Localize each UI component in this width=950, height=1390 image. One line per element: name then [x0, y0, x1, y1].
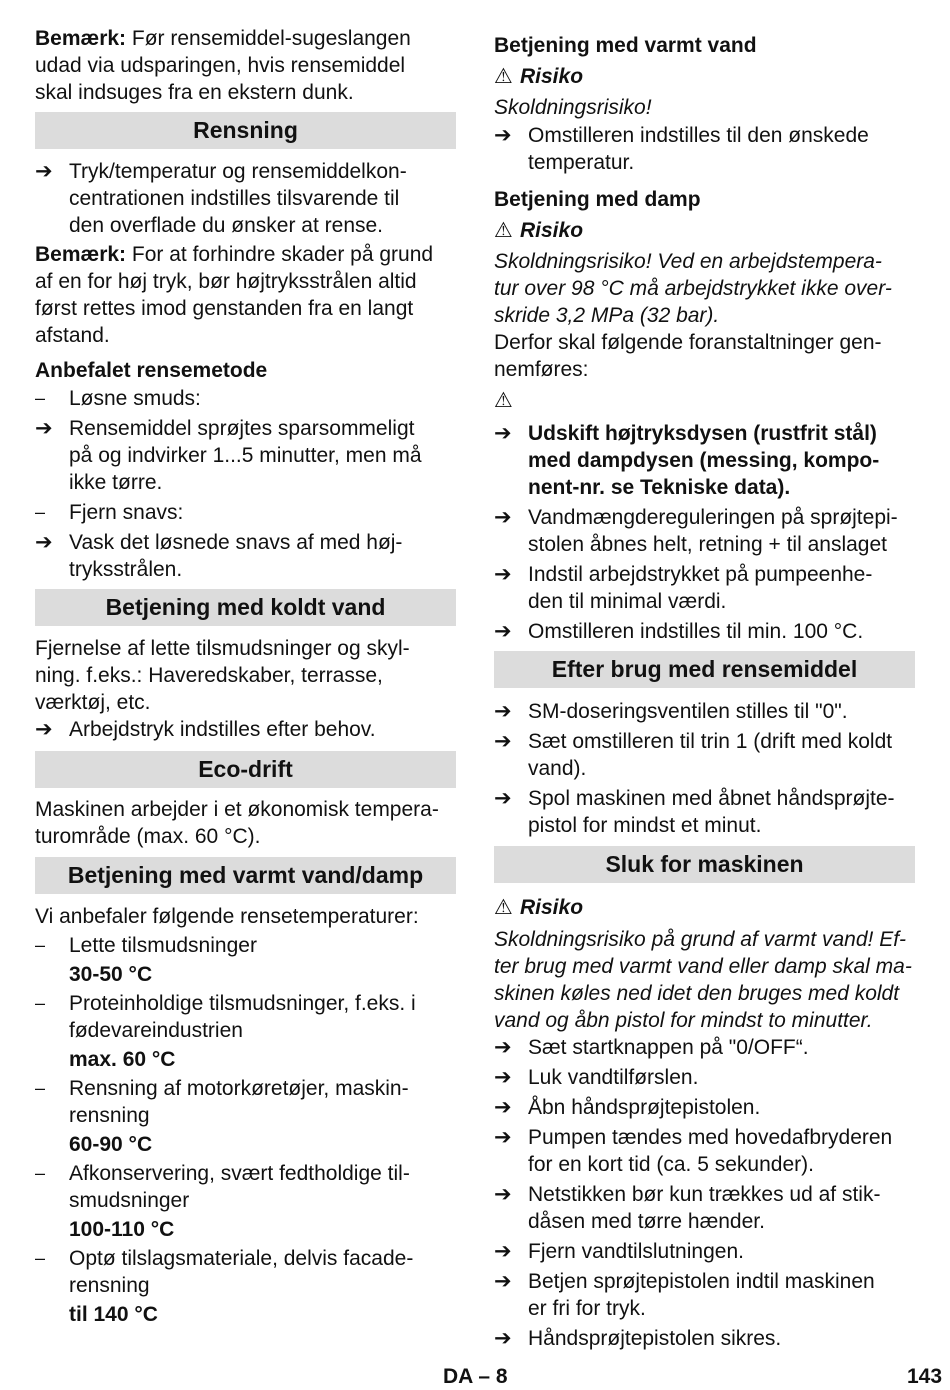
- steam-steps: ➔ Udskift højtryksdysen (rustfrit stål) med dampdysen (messing, kompo- nent-nr. se Tekniske data). ➔ Vandmængdereguleringen på sprøjtepi- stolen åbnes helt, retning + til anslaget ➔ Indstil arbejdstrykket på pumpeenhe- den til minimal værdi. ➔ Omstilleren indstilles til min. 100 °C.: [494, 422, 898, 643]
- eco-text: Maskinen arbejder i et økonomisk tempera- turområde (max. 60 °C).: [35, 798, 439, 848]
- note-label: Bemærk:: [35, 243, 127, 266]
- arrow-right-icon: ➔: [494, 730, 512, 753]
- list-item: – Lette tilsmudsninger: [35, 934, 257, 957]
- temperature-value: 100-110 °C: [69, 1218, 175, 1241]
- dash-marker: –: [35, 935, 46, 955]
- arrow-right-icon: ➔: [494, 1126, 512, 1149]
- subheading-cleaning-method: Anbefalet rensemetode: [35, 359, 268, 382]
- section-header-shutdown: Sluk for maskinen: [494, 846, 915, 883]
- risk-heading: ⚠ Risiko: [494, 65, 584, 88]
- page-number: 143: [907, 1365, 943, 1388]
- arrow-right-icon: ➔: [494, 506, 512, 529]
- dash-marker: –: [35, 993, 46, 1013]
- arrow-right-icon: ➔: [494, 124, 512, 147]
- list-item: – Fjern snavs:: [35, 501, 184, 524]
- warning-icon: ⚠: [494, 219, 513, 242]
- risk-text: Skoldningsrisiko på grund af varmt vand! Ef- ter brug med varmt vand eller damp skal ma- skinen køles ned idet den bruges med koldt vand og åbn pistol for mindst to minutter.: [494, 928, 912, 1032]
- footer-label: DA – 8: [443, 1365, 508, 1388]
- dash-marker: –: [35, 1248, 46, 1268]
- list-item: – Løsne smuds:: [35, 387, 201, 410]
- list-item: – Rensning af motorkøretøjer, maskin-: [35, 1077, 409, 1100]
- section-header-rensning: Rensning: [35, 112, 456, 149]
- temperature-value: 60-90 °C: [69, 1133, 153, 1156]
- risk-heading: ⚠ Risiko: [494, 896, 584, 919]
- arrow-right-icon: ➔: [494, 620, 512, 643]
- arrow-right-icon: ➔: [494, 422, 512, 445]
- warning-icon-standalone: [494, 387, 915, 414]
- section-header-after-use: Efter brug med rensemiddel: [494, 651, 915, 688]
- arrow-right-icon: ➔: [494, 700, 512, 723]
- after-use-steps: ➔ SM-doseringsventilen stilles til "0". ➔ Sæt omstilleren til trin 1 (drift med koldt vand). ➔ Spol maskinen med åbnet håndsprøjte- pistol for mindst et minut.: [494, 700, 895, 837]
- rensning-step: ➔ Tryk/temperatur og rensemiddelkon- centrationen indstilles tilsvarende til den overflade du ønsker at rense.: [35, 160, 407, 237]
- risk-heading: ⚠ Risiko: [494, 219, 584, 242]
- arrow-right-icon: ➔: [494, 1183, 512, 1206]
- list-item: – Afkonservering, svært fedtholdige til-: [35, 1162, 410, 1185]
- warning-icon: ⚠: [494, 65, 513, 88]
- arrow-right-icon: ➔: [494, 1327, 512, 1350]
- temperature-value: til 140 °C: [69, 1303, 158, 1326]
- arrow-right-icon: ➔: [494, 563, 512, 586]
- cleaning-method-list: – Løsne smuds: ➔ Rensemiddel sprøjtes sparsommeligt på og indvirker 1...5 minutter, men må ikke tørre. – Fjern snavs: ➔ Vask det løsnede snavs af med høj- tryksstrålen.: [35, 385, 456, 583]
- dash-marker: –: [35, 1163, 46, 1183]
- risk-text: Skoldningsrisiko!: [494, 96, 652, 119]
- arrow-right-icon: ➔: [494, 1036, 512, 1059]
- temperature-value: 30-50 °C: [69, 963, 153, 986]
- arrow-right-icon: ➔: [494, 1270, 512, 1293]
- arrow-right-icon: ➔: [494, 1096, 512, 1119]
- section-header-eco: Eco-drift: [35, 751, 456, 788]
- arrow-right-icon: ➔: [35, 531, 53, 554]
- arrow-right-icon: ➔: [35, 718, 53, 741]
- note-pressure: Bemærk: For at forhindre skader på grund af en for høj tryk, bør højtryksstrålen altid først rettes imod genstanden fra en langt afstand.: [35, 243, 434, 347]
- temperature-list: Vi anbefaler følgende rensetemperaturer: – Lette tilsmudsninger 30-50 °C – Proteinholdige tilsmudsninger, f.eks. i fødevareindustrien max. 60 °C – Rensning af motorkøretøjer, maskin- rensning 60-90 °C – Afkonservering, svært fedtholdige til- smudsninger 100-110 °C – Optø tilslagsmateriale, delvis facade- rensning til 140 °C: [35, 903, 456, 1328]
- arrow-right-icon: ➔: [494, 1240, 512, 1263]
- warning-icon: ⚠: [494, 896, 513, 919]
- hot-water-step: ➔ Omstilleren indstilles til den ønskede temperatur.: [494, 124, 869, 174]
- list-item: ➔ Vask det løsnede snavs af med høj-: [35, 531, 403, 554]
- cold-water-text: Fjernelse af lette tilsmudsninger og skyl- ning. f.eks.: Haveredskaber, terrasse, værktøj, etc. ➔ Arbejdstryk indstilles efter behov.: [35, 637, 410, 741]
- list-item: – Optø tilslagsmateriale, delvis facade-: [35, 1247, 414, 1270]
- subheading-hot-water: Betjening med varmt vand: [494, 34, 757, 57]
- arrow-right-icon: ➔: [35, 160, 53, 183]
- section-header-cold-water: Betjening med koldt vand: [35, 589, 456, 626]
- dash-marker: –: [35, 1078, 46, 1098]
- warning-icon: ⚠: [494, 389, 513, 412]
- shutdown-steps: ➔ Sæt startknappen på "0/OFF“. ➔ Luk vandtilførslen. ➔ Åbn håndsprøjtepistolen. ➔ Pumpen tændes med hovedafbryderen for en kort tid (ca. 5 sekunder). ➔ Netstikken bør kun trækkes ud af stik- dåsen med tørre hænder. ➔ Fjern vandtilslutningen. ➔ Betjen sprøjtepistolen indtil maskinen er fri for tryk. ➔ Håndsprøjtepistolen sikres.: [494, 1036, 893, 1350]
- subheading-steam: Betjening med damp: [494, 188, 701, 211]
- section-header-hot-water-steam: Betjening med varmt vand/damp: [35, 857, 456, 894]
- note-label: Bemærk:: [35, 27, 127, 50]
- list-item: – Proteinholdige tilsmudsninger, f.eks. i: [35, 992, 416, 1015]
- arrow-right-icon: ➔: [494, 787, 512, 810]
- dash-marker: –: [35, 502, 46, 522]
- dash-marker: –: [35, 388, 46, 408]
- note-external-tank: Bemærk: Før rensemiddel-sugeslangen udad via udsparingen, hvis rensemiddel skal indsuges fra en ekstern dunk.: [35, 27, 411, 104]
- arrow-right-icon: ➔: [35, 417, 53, 440]
- arrow-right-icon: ➔: [494, 1066, 512, 1089]
- list-item: ➔ Rensemiddel sprøjtes sparsommeligt: [35, 417, 415, 440]
- temperature-value: max. 60 °C: [69, 1048, 176, 1071]
- risk-text: Skoldningsrisiko! Ved en arbejdstempera- tur over 98 °C må arbejdstrykket ikke over- skride 3,2 MPa (32 bar). Derfor skal følgende foranstaltninger gen- nemføres:: [494, 250, 892, 381]
